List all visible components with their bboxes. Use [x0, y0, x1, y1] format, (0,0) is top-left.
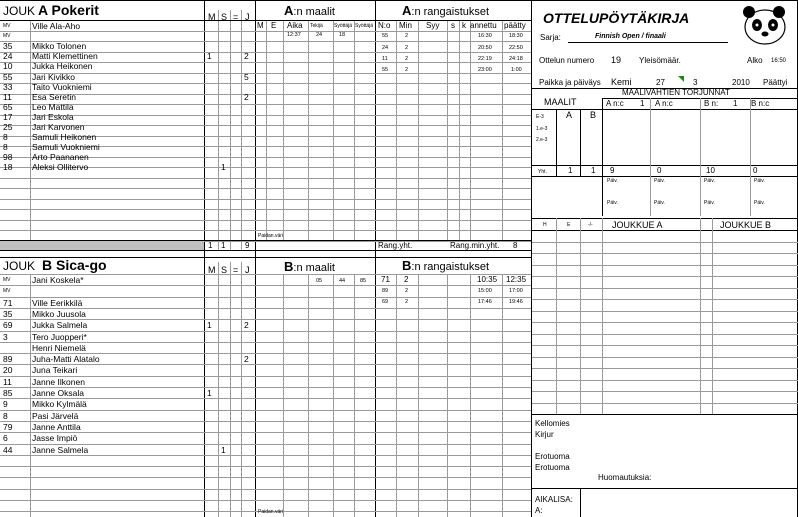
- player-row: [0, 162, 226, 173]
- divider-pens: [531, 0, 532, 517]
- match-number-label: Ottelun numero: [539, 56, 595, 65]
- player-name: Aleksi Ollitervo: [32, 162, 89, 173]
- player-row: [0, 320, 249, 331]
- player-row: [0, 21, 204, 31]
- a-total-s: 1: [221, 241, 226, 250]
- player-row: [0, 112, 204, 122]
- player-number: 20: [3, 365, 13, 376]
- ended-label: Päättyi: [763, 78, 788, 87]
- start-value: 16:50: [771, 58, 787, 64]
- player-number: 17: [3, 111, 13, 122]
- pen-col-paattyi: päätty: [504, 21, 526, 30]
- player-number: 25: [3, 122, 13, 132]
- panda-logo-icon: [737, 3, 793, 47]
- player-penalty-min: 2: [244, 320, 249, 331]
- player-goals: 1: [207, 51, 212, 62]
- b-goals-title: B:n maalit: [284, 259, 335, 274]
- player-row: [0, 433, 204, 443]
- period-2: 2.e-3: [536, 137, 548, 143]
- player-name: Pasi Järvelä: [32, 410, 79, 421]
- saves-col: 1: [733, 99, 738, 108]
- player-row: [0, 343, 204, 353]
- b-pen-min: 2: [405, 299, 409, 305]
- player-name: Ville Ala-Aho: [32, 21, 81, 31]
- player-row: [0, 82, 204, 92]
- match-number-value: 19: [611, 55, 622, 65]
- b-pen-min: 2: [404, 275, 409, 284]
- player-name: Jari Karvonen: [32, 122, 85, 132]
- attendance-label: Yleisömäär.: [639, 56, 681, 65]
- a-pens-title: A:n rangaistukset: [402, 3, 490, 18]
- col-s: S: [221, 12, 228, 22]
- col-eq: =: [233, 265, 239, 275]
- player-name: Jukka Heikonen: [32, 61, 93, 72]
- player-assists: 1: [221, 444, 226, 455]
- period-1: 1.e-3: [536, 126, 548, 132]
- b-pen-no: 71: [381, 275, 390, 284]
- player-name: Janne Salmela: [32, 444, 89, 455]
- referee1-label: Erotuoma: [535, 452, 570, 461]
- col-e: E: [567, 222, 571, 228]
- pen-col-k: k: [462, 21, 466, 30]
- saves-a: 9: [610, 166, 615, 175]
- verified-label: Päiv.: [704, 200, 715, 206]
- joukkue-a-header: JOUKKUE A: [612, 220, 663, 230]
- player-row: [0, 332, 204, 342]
- b-goal-time: 05: [316, 278, 323, 284]
- player-row: [0, 354, 249, 365]
- a-goal-assist: 18: [339, 32, 346, 38]
- saves-col: 1: [640, 99, 645, 108]
- player-number: 8: [3, 410, 8, 421]
- player-number: 65: [3, 101, 13, 112]
- player-penalty-min: 2: [244, 51, 249, 62]
- player-name: Janne Anttila: [32, 421, 81, 432]
- col-eq: =: [233, 12, 239, 22]
- a-pen-min: 2: [405, 67, 409, 73]
- col-m: M: [208, 12, 216, 22]
- player-name: Samuli Vuokniemi: [32, 142, 100, 153]
- player-name: Juha-Matti Alatalo: [32, 354, 100, 365]
- team-separator-bar: [0, 240, 204, 250]
- player-row: [0, 298, 204, 308]
- verified-label: Päiv.: [607, 200, 618, 206]
- player-name: Matti Klemettinen: [32, 51, 98, 62]
- player-name: Jani Koskela*: [32, 275, 84, 285]
- player-number: 55: [3, 71, 13, 82]
- day-value: 27: [656, 78, 665, 87]
- player-row: [0, 51, 249, 62]
- a-pen-start: 16:30: [478, 33, 492, 39]
- player-number: 89: [3, 354, 13, 365]
- team-a-name: A Pokerit: [38, 2, 99, 18]
- goal-col-m: M: [257, 21, 264, 30]
- referee2-label: Erotuoma: [535, 463, 570, 472]
- player-name: Samuli Heikonen: [32, 132, 97, 143]
- b-goal-assist: 85: [360, 278, 367, 284]
- player-name: Taito Vuokniemi: [32, 81, 92, 92]
- player-row: [0, 309, 204, 319]
- pen-col-no: N:o: [378, 21, 391, 30]
- player-row: [0, 71, 249, 82]
- player-name: Mikko Juusola: [32, 308, 86, 319]
- player-goals: 1: [207, 388, 212, 398]
- rang-min-label: Rang.min.yht.: [450, 241, 500, 250]
- a-goal-scorer: 24: [316, 32, 323, 38]
- b-goal-scorer: 44: [339, 278, 346, 284]
- player-penalty-min: 5: [244, 71, 249, 82]
- timeout-a-label: A:: [535, 506, 543, 515]
- player-row: [0, 444, 226, 455]
- divider-goals: [375, 0, 376, 517]
- player-row: [0, 61, 204, 71]
- player-row: [0, 152, 204, 162]
- document-title: OTTELUPÖYTÄKIRJA: [543, 10, 690, 26]
- place-date-label: Paikka ja päiväys: [539, 78, 601, 87]
- joukkue-b-header: JOUKKUE B: [720, 220, 772, 230]
- sarja-label: Sarja:: [540, 33, 561, 42]
- player-row: [0, 377, 204, 387]
- player-name: Tero Juopperi*: [32, 331, 87, 342]
- player-row: [0, 102, 204, 112]
- goal-col-e: E: [271, 21, 277, 30]
- player-row: [0, 286, 204, 296]
- player-row: [0, 41, 204, 51]
- frame-top: [0, 0, 798, 1]
- player-number: 98: [3, 152, 13, 163]
- b-shirt-color-label: Paidan.väri: [258, 509, 284, 515]
- a-pen-start: 23:00: [478, 67, 492, 73]
- rang-min-value: 8: [513, 241, 518, 250]
- player-name: Jasse Impiö: [32, 433, 78, 444]
- player-number: 9: [3, 399, 8, 410]
- b-pen-no: 89: [382, 288, 389, 294]
- player-name: Mikko Kylmälä: [32, 399, 87, 410]
- player-number: 3: [3, 331, 8, 342]
- pen-col-min: Min: [399, 21, 412, 30]
- saves-col: B n:: [704, 99, 719, 108]
- a-pen-end: 18:30: [509, 33, 523, 39]
- player-name: Juna Teikari: [32, 365, 78, 376]
- pen-col-s: s: [451, 21, 455, 30]
- player-row: [0, 132, 204, 142]
- team-b-label: JOUK: [3, 259, 36, 273]
- player-number: 10: [3, 61, 13, 72]
- total-label: Yht.: [538, 169, 547, 175]
- player-number: 79: [3, 421, 13, 432]
- b-pen-no: 69: [382, 299, 389, 305]
- col-h: H: [543, 222, 547, 228]
- sarja-value: Finnish Open / finaali: [595, 33, 666, 40]
- player-name: Jukka Salmela: [32, 320, 88, 331]
- pen-col-syy: Syy: [426, 21, 440, 30]
- player-penalty-min: 2: [244, 91, 249, 102]
- saves-col: A n:c: [606, 99, 624, 108]
- player-row: [0, 422, 204, 432]
- month-value: 3: [693, 78, 698, 87]
- verified-label: Päiv.: [654, 178, 665, 184]
- player-number: 8: [3, 132, 8, 143]
- team-b-name: B Sica-go: [42, 257, 107, 273]
- col-m: M: [208, 265, 216, 275]
- saves-a2: 0: [657, 166, 662, 175]
- player-row: [0, 411, 204, 421]
- player-name: Mikko Tolonen: [32, 41, 87, 52]
- player-number: 6: [3, 433, 8, 444]
- player-row: [0, 31, 204, 41]
- b-pens-title: B:n rangaistukset: [402, 258, 490, 273]
- verified-label: Päiv.: [654, 200, 665, 206]
- player-name: Janne Ilkonen: [32, 376, 85, 387]
- verified-label: Päiv.: [754, 178, 765, 184]
- saves-b: 10: [706, 166, 715, 175]
- a-pen-min: 2: [405, 45, 409, 51]
- player-number: MV: [3, 23, 11, 29]
- a-pen-no: 55: [382, 67, 389, 73]
- a-shirt-color-label: Paidan.väri: [258, 233, 284, 239]
- b-pen-min: 2: [405, 288, 409, 294]
- saves-b2: 0: [753, 166, 758, 175]
- timekeeper-label: Kellomies: [535, 419, 570, 428]
- player-number: MV: [3, 33, 11, 40]
- player-name: Leo Mattila: [32, 101, 74, 112]
- a-pen-min: 2: [405, 33, 409, 39]
- verified-label: Päiv.: [754, 200, 765, 206]
- saves-col: A n:c: [655, 99, 673, 108]
- player-name: Esa Seretin: [32, 91, 76, 102]
- player-number: 35: [3, 41, 13, 52]
- a-pen-end: 22:50: [509, 45, 523, 51]
- team-a-label: JOUK: [3, 4, 36, 18]
- player-name: Arto Paananen: [32, 152, 89, 163]
- player-name: Jari Kivikko: [32, 71, 75, 82]
- player-row: [0, 365, 204, 375]
- a-total-m: 1: [208, 241, 213, 250]
- player-row: [0, 122, 204, 132]
- goals-b-col: B: [590, 110, 597, 120]
- a-pen-no: 24: [382, 45, 389, 51]
- goal-col-syottaja2: Syöttäjä: [355, 23, 374, 29]
- b-pen-start: 17:46: [478, 299, 492, 305]
- col-j: J: [245, 265, 250, 275]
- player-number: 11: [3, 376, 12, 387]
- verified-label: Päiv.: [704, 178, 715, 184]
- col-j: J: [245, 12, 250, 22]
- verified-label: Päiv.: [607, 178, 618, 184]
- b-pen-start: 15:00: [478, 288, 492, 294]
- divider-names: [204, 0, 205, 517]
- b-pen-start: 10:35: [477, 275, 498, 284]
- player-number: 35: [3, 308, 13, 319]
- b-pen-end: 19:46: [509, 299, 523, 305]
- player-number: 18: [3, 162, 13, 173]
- player-penalty-min: 2: [244, 354, 249, 365]
- player-row: [0, 142, 204, 152]
- comment-marker-icon: [678, 76, 684, 82]
- col-a: -/-: [588, 222, 593, 228]
- a-pen-start: 22:19: [478, 56, 492, 62]
- player-number: 71: [3, 297, 13, 308]
- player-name: Janne Oksala: [32, 388, 84, 398]
- player-number: MV: [3, 288, 11, 295]
- player-row: [0, 388, 212, 398]
- a-pen-end: 1:00: [511, 67, 522, 73]
- a-pen-end: 24:18: [509, 56, 523, 62]
- player-assists: 1: [221, 162, 226, 173]
- goal-col-syottaja1: Syöttäjä: [334, 23, 353, 29]
- timeout-label: AIKALISA:: [535, 495, 573, 504]
- a-pen-no: 11: [382, 56, 388, 62]
- player-name: Ville Eerikkilä: [32, 297, 83, 308]
- player-name: Jari Eskola: [32, 111, 74, 122]
- goal-col-aika: Aika: [287, 21, 303, 30]
- a-goal-time: 12:37: [287, 32, 301, 38]
- divider-stats: [255, 0, 256, 517]
- player-number: 8: [3, 142, 8, 153]
- year-value: 2010: [732, 78, 750, 87]
- player-number: 24: [3, 51, 13, 62]
- player-number: MV: [3, 277, 11, 283]
- goals-a-col: A: [566, 110, 573, 120]
- player-number: 85: [3, 388, 13, 398]
- a-total-j: 9: [245, 241, 250, 250]
- place-value: Kemi: [611, 77, 632, 87]
- player-row: [0, 399, 204, 409]
- pen-col-annettu: annettu: [470, 21, 497, 30]
- a-pen-no: 55: [382, 33, 389, 39]
- player-number: 44: [3, 444, 13, 455]
- goal-col-tekija: Tekijä: [310, 23, 323, 29]
- goals-header: MAALIT: [544, 97, 577, 107]
- player-number: 33: [3, 81, 13, 92]
- saves-col: B n:c: [751, 99, 770, 108]
- b-pen-end: 12:35: [506, 275, 527, 284]
- period-col: E-3: [536, 114, 544, 120]
- goals-total-a: 1: [568, 166, 573, 175]
- a-goals-title: A:n maalit: [284, 3, 335, 18]
- a-pen-min: 2: [405, 56, 409, 62]
- player-number: 11: [3, 91, 12, 102]
- col-s: S: [221, 265, 228, 275]
- player-name: Henri Niemelä: [32, 342, 86, 353]
- rang-yht-label: Rang.yht.: [378, 241, 413, 250]
- player-row: [0, 275, 204, 285]
- player-number: 69: [3, 320, 13, 331]
- scorer-label: Kirjur: [535, 430, 554, 439]
- remarks-label: Huomautuksia:: [598, 473, 652, 482]
- b-pen-end: 17:00: [509, 288, 523, 294]
- goals-total-b: 1: [591, 166, 596, 175]
- start-label: Alko: [747, 56, 763, 65]
- player-row: [0, 91, 249, 102]
- player-goals: 1: [207, 320, 212, 331]
- a-pen-start: 20:50: [478, 45, 492, 51]
- saves-header: MAALIVAHTIEN TORJUNNAT: [622, 88, 730, 97]
